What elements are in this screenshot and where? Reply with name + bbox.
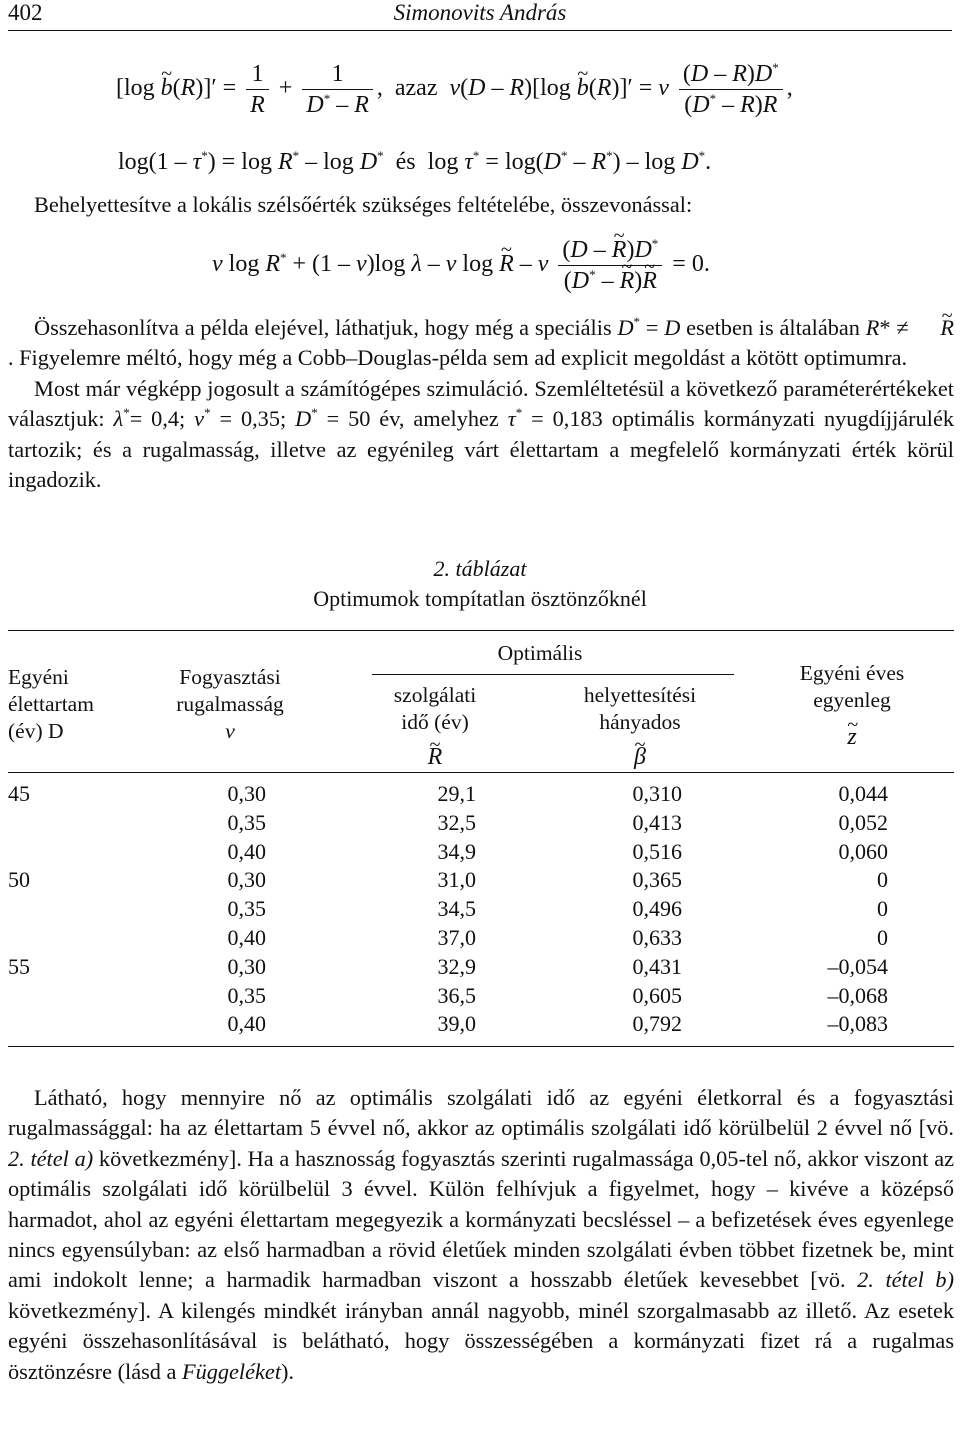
table-cell-r3-c0: 50	[8, 867, 30, 893]
table-cell-r1-c3: 0,413	[632, 809, 682, 835]
table-bottom-rule	[8, 1046, 954, 1047]
table-cell-r4-c2: 34,5	[437, 896, 476, 922]
table-header-rule	[8, 772, 954, 773]
table-cell-r5-c4: 0	[877, 925, 888, 950]
table-cell-r1-c2: 32,5	[437, 809, 476, 835]
table-cell-r8-c1: 0,40	[227, 1011, 266, 1037]
header-replacement-ratio-symbol: ~ β	[634, 744, 646, 771]
table-cell-r1-c4: 0,052	[838, 809, 888, 835]
table-cell-r3-c2: 31,0	[437, 867, 476, 893]
header-replacement-ratio	[560, 682, 720, 771]
table-cell-r2-c4: 0,060	[838, 838, 888, 864]
table-cell-r6-c1: 0,30	[227, 953, 266, 979]
paragraph-3-part-a: Most már végképp jogosult a számítógépes szimuláció. Szemléltetésül a következő paraméterértékeket választjuk:	[8, 375, 954, 432]
header-lifetime-line-3: (év) D	[8, 719, 64, 743]
paragraph-4-part-b: következmény]. Ha a hasznosság fogyasztás szerinti rugalmassága 0,05-tel nő, akkor viszont az optimális szolgálati idő körülbelül 3 évvel. Külön felhívjuk a figyelmet, hogy – kivéve a középső harmadot, ahol az egyéni élettartam megegyezik a kormányzati becsléssel – a befizetések éves egyenlege nincs egyensúlyban: az első harmadban a rövid életűek minden szolgálati évben többet fizetnek be, mint ami indokolt lenne; a harmadik harmadban viszont a hosszabb életűek kevesebbet [vö.	[8, 1145, 954, 1293]
paragraph-2: Összehasonlítva a példa elejével, láthatjuk, hogy még a speciális D* = D esetben is általában R* ≠ ~ R. Figyelemre méltó, hogy még a Cobb–Douglas-példa sem ad explicit megoldást a kötött optimumra. Most már végképp jogosult a számítógépes szimuláció. Szemléltetésül a következő paraméterértékeket választjuk: λ*= 0,4; ν* = 0,35; D* = 50 év, amelyhez τ* = 0,183 optimális kormányzati nyugdíjjárulék tartozik; és a rugalmasság, illetve az egyénileg várt élettartam a megfelelő kormányzati érték körül ingadozik.	[8, 313, 954, 495]
table-cell-r2-c2: 34,9	[437, 838, 476, 864]
table-cell-r3-c1: 0,30	[227, 867, 266, 893]
paragraph-4-ref-3: Függeléket	[181, 1358, 282, 1384]
header-annual-balance-line-1: Egyéni éves	[799, 661, 905, 685]
header-elasticity-line-2: rugalmasság	[176, 692, 284, 716]
formula-line-2: log(1 – τ*) = log R* – log D* és log τ* = log(D* – R*) – log D*.	[118, 148, 712, 175]
table-cell-r7-c3: 0,605	[632, 982, 682, 1008]
table-cell-r7-c2: 36,5	[437, 982, 476, 1008]
table-cell-r3-c4: 0	[877, 867, 888, 893]
paragraph-4-ref-2: 2. tétel b)	[857, 1267, 954, 1293]
paragraph-4-ref-1: 2. tétel a)	[8, 1145, 94, 1171]
table-cell-r0-c1: 0,30	[227, 781, 266, 806]
table-cell-r6-c3: 0,431	[632, 953, 682, 979]
paragraph-3-d: = 50 év, amelyhez	[317, 406, 508, 432]
header-replacement-ratio-line-1: helyettesítési	[583, 683, 697, 707]
table-cell-r4-c3: 0,496	[632, 896, 682, 922]
paragraph-1-text: Behelyettesítve a lokális szélsőérték szükséges feltételébe, összevonással:	[34, 192, 693, 217]
header-service-time	[360, 682, 510, 771]
table-cell-r1-c1: 0,35	[227, 809, 266, 835]
table-cell-r4-c4: 0	[877, 896, 888, 922]
paragraph-2-part-a: Összehasonlítva a példa elejével, láthatjuk, hogy még a speciális	[34, 315, 618, 340]
header-elasticity-line-1: Fogyasztási	[179, 665, 281, 689]
header-service-time-line-2: idő (év)	[401, 710, 469, 734]
header-lifetime	[8, 664, 94, 745]
header-annual-balance	[772, 660, 932, 751]
paragraph-2-part-b: esetben is általában	[680, 315, 866, 340]
header-group-optimal: Optimális	[497, 641, 583, 665]
header-annual-balance-line-2: egyenleg	[813, 688, 891, 712]
table-caption: Optimumok tompítatlan ösztönzőknél	[313, 586, 647, 611]
header-replacement-ratio-line-2: hányados	[599, 710, 681, 734]
running-header	[8, 0, 952, 31]
table-cell-r0-c0: 45	[8, 781, 30, 806]
table-label: 2. táblázat	[433, 556, 527, 581]
header-service-time-line-1: szolgálati	[393, 683, 477, 707]
formula-word-azaz: azaz	[394, 75, 438, 102]
formula-line-3: ν log R* + (1 – ν)log λ – ν log ~ R – ν $\frac{(D - \sim R)D^*}{(D^* - \sim R)\sim R}$ = 0.	[212, 238, 710, 293]
table-cell-r2-c3: 0,516	[632, 838, 682, 864]
table-cell-r8-c4: –0,083	[827, 1011, 888, 1037]
table-cell-r8-c2: 39,0	[437, 1011, 476, 1037]
header-lifetime-line-1: Egyéni	[8, 665, 69, 689]
paragraph-4	[8, 1083, 954, 1387]
table-cell-r8-c3: 0,792	[632, 1011, 682, 1037]
table-top-rule	[8, 630, 954, 631]
table-cell-r7-c1: 0,35	[227, 982, 266, 1008]
paragraph-1	[8, 190, 954, 220]
table-cell-r5-c3: 0,633	[632, 925, 682, 950]
table-cell-r6-c0: 55	[8, 953, 30, 979]
paragraph-3-lambda: = 0,4;	[129, 406, 195, 432]
table-cell-r4-c1: 0,35	[227, 896, 266, 922]
table-cell-r0-c4: 0,044	[838, 781, 888, 806]
header-service-time-symbol: ~ R	[428, 744, 443, 771]
paragraph-4-part-a: Látható, hogy mennyire nő az optimális szolgálati idő az egyéni életkorral és a fogyasztási rugalmassággal: ha az élettartam 5 évvel nő, akkor az optimális szolgálati idő körülbelül 2 évvel nő [vö.	[8, 1085, 954, 1141]
header-elasticity-symbol: ν	[225, 719, 235, 743]
paragraph-3-nu: = 0,35;	[210, 406, 296, 432]
table-cell-r3-c3: 0,365	[632, 867, 682, 893]
header-elasticity	[160, 664, 300, 745]
table-cell-r5-c1: 0,40	[227, 925, 266, 950]
table-cell-r7-c4: –0,068	[827, 982, 888, 1008]
formula-line-1: [log ~ b(R)]′ = $\frac{1}{R}$ + $\frac{1}{D^* - R}$ , azaz ν(D – R)[log ~ b(R)]′ = ν $\frac{(D - R)D^*}{(D^* - R)R}$ ,	[116, 62, 793, 117]
paragraph-3-tau: = 0,183 optimális kormányzati nyugdíjjárulék tartozik; és a rugalmasság, illetve az egyénileg várt élettartam a megfelelő kormányzati érték körül ingadozik.	[8, 406, 954, 493]
formula-word-es: és	[395, 149, 416, 175]
page-number: 402	[8, 0, 43, 25]
paragraph-4-part-d: ).	[281, 1358, 295, 1384]
running-title: Simonovits András	[393, 0, 567, 25]
table-cell-r5-c2: 37,0	[437, 925, 476, 950]
header-group-rule	[372, 674, 734, 675]
table-cell-r2-c1: 0,40	[227, 838, 266, 864]
header-lifetime-line-2: élettartam	[8, 692, 94, 716]
table-cell-r0-c3: 0,310	[632, 781, 682, 806]
table-cell-r6-c2: 32,9	[437, 953, 476, 979]
paragraph-4-part-c: következmény]. A kilengés mindkét irányban annál nagyobb, minél szorgalmasabb az illető. Az esetek egyéni összehasonlításával is belátható, hogy összességében a kormányzati fizet rá a rugalmas ösztönzésre (lásd a	[8, 1297, 954, 1384]
table-cell-r6-c4: –0,054	[827, 953, 888, 979]
table-cell-r0-c2: 29,1	[437, 781, 476, 806]
header-annual-balance-symbol: ~ z	[847, 724, 856, 751]
paragraph-2-part-c: . Figyelemre méltó, hogy még a Cobb–Douglas-példa sem ad explicit megoldást a kötött optimumra.	[8, 345, 908, 371]
